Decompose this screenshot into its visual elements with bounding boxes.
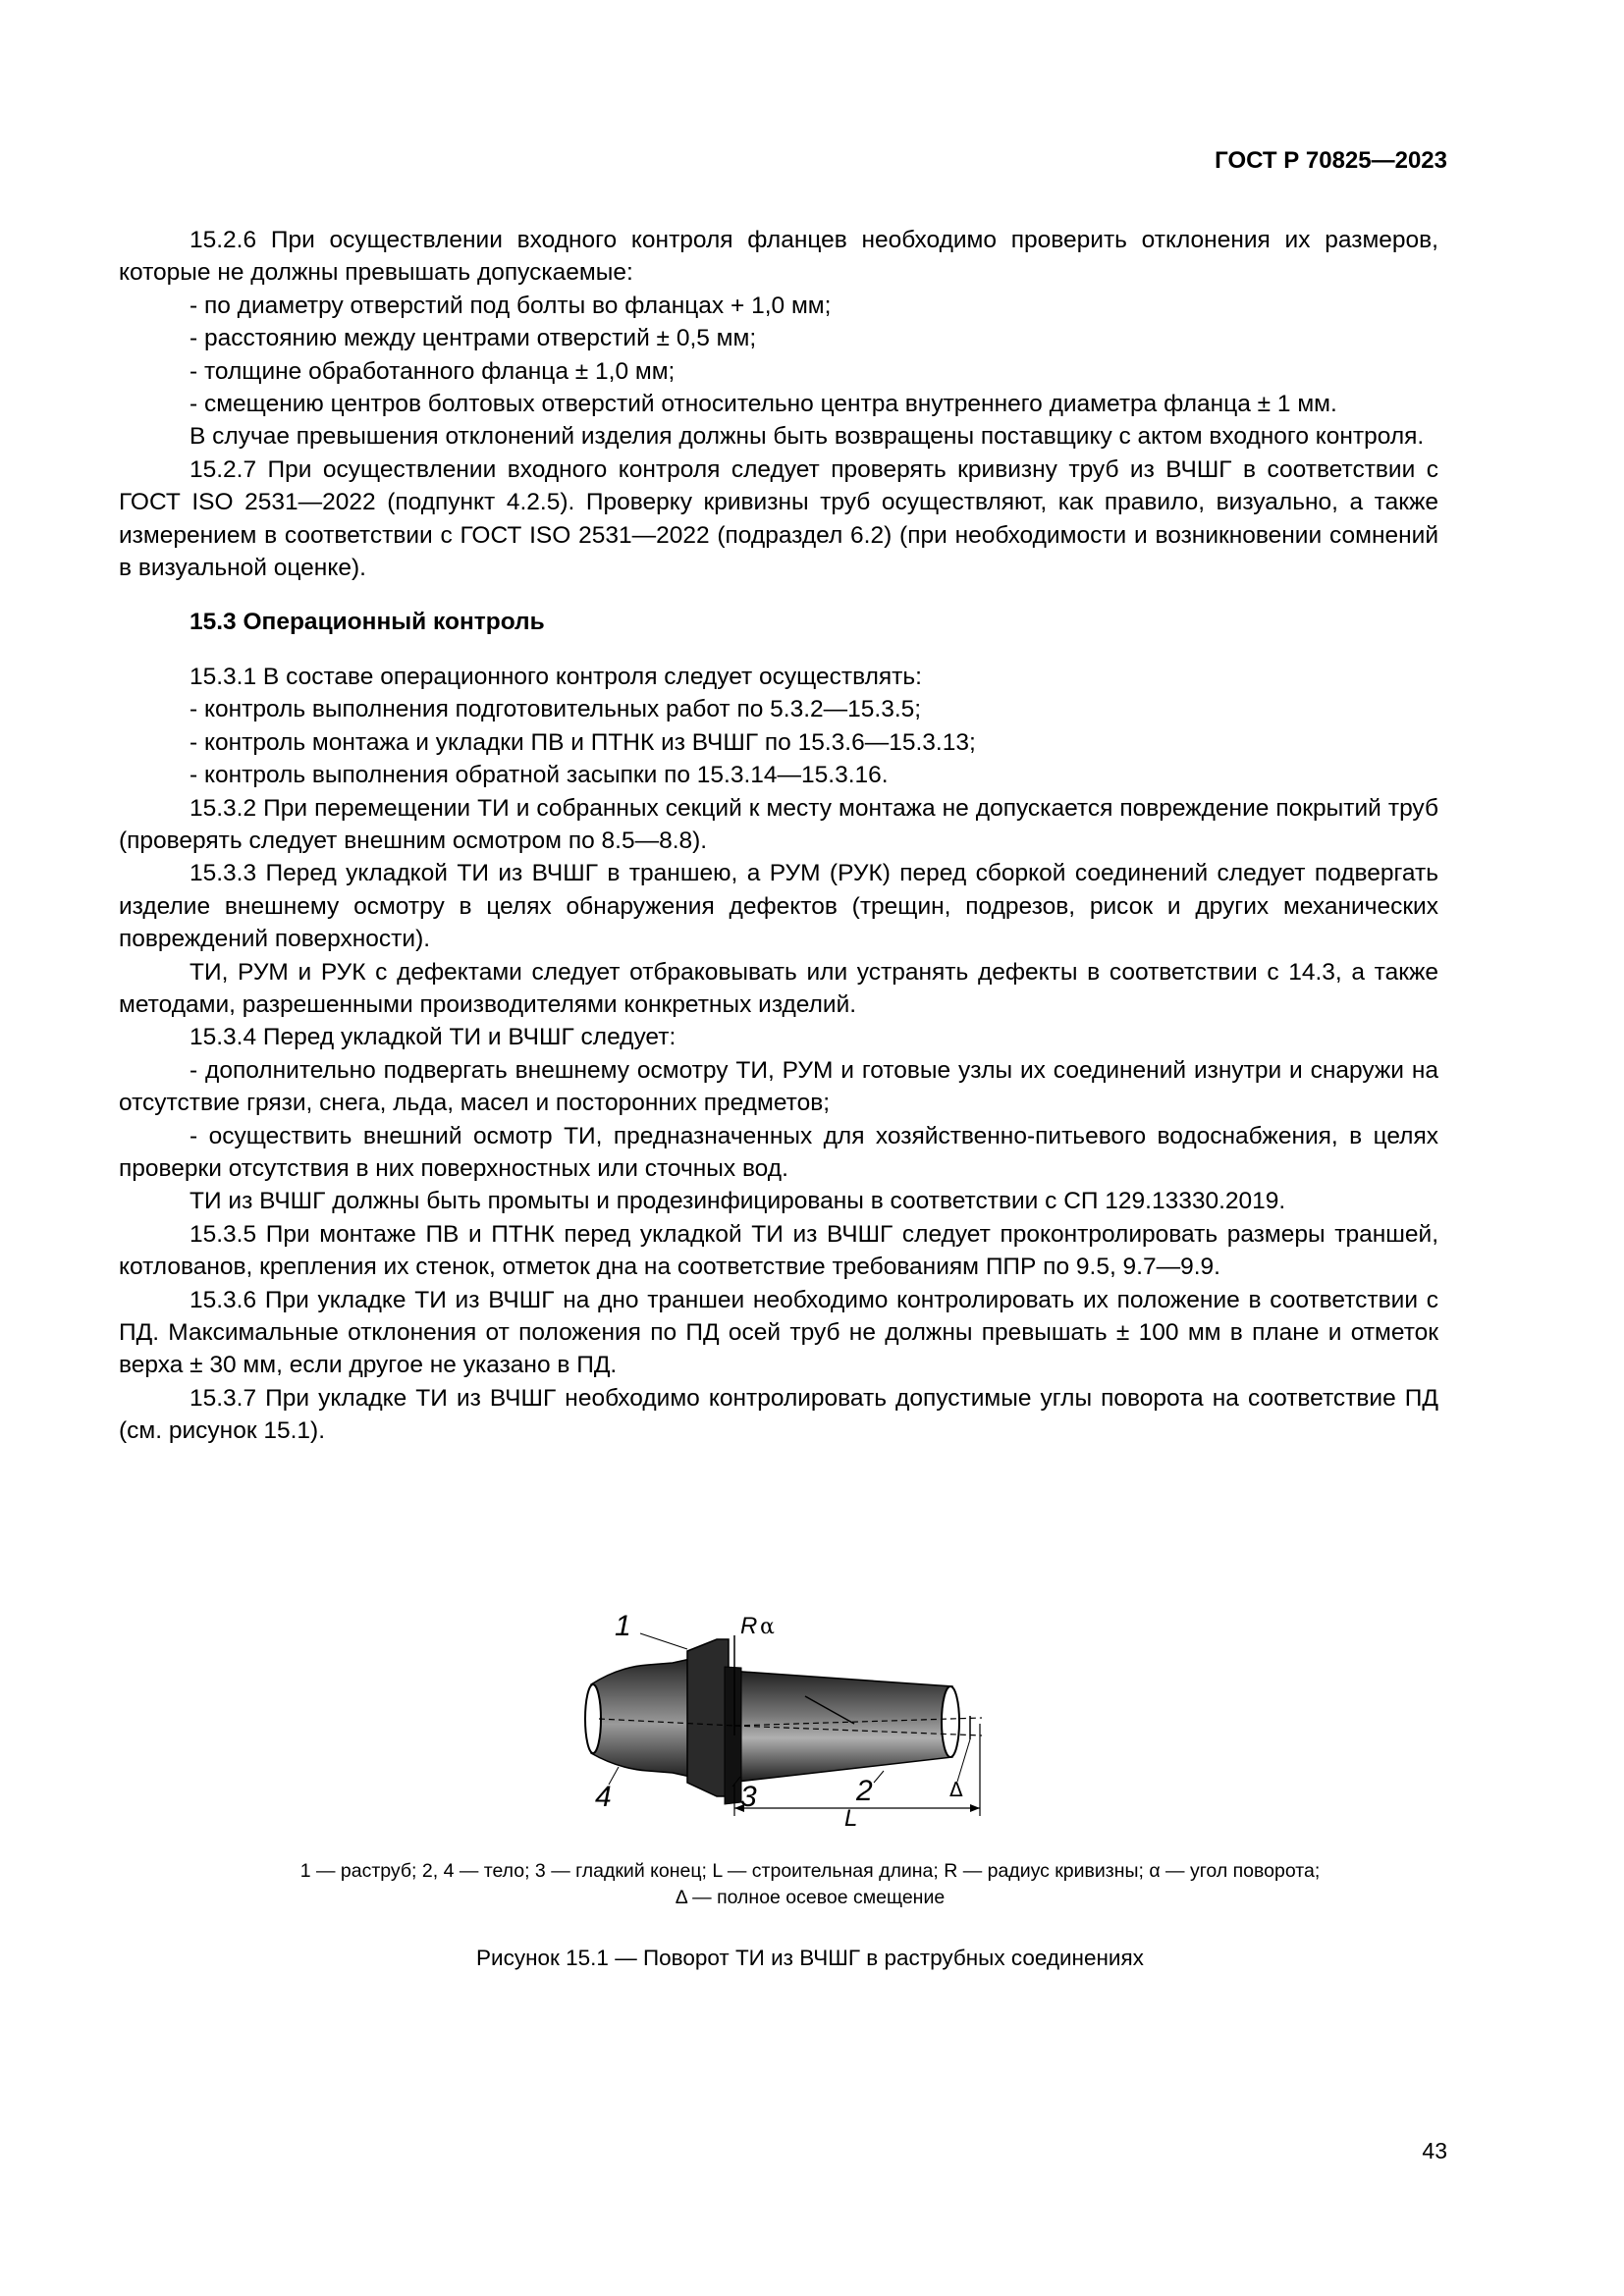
pipe-end-right bbox=[942, 1686, 959, 1757]
paragraph: 15.2.7 При осуществлении входного контроля следует проверять кривизну труб из ВЧШГ в соответствии с ГОСТ ISO 2531—2022 (подпункт 4.2.5). Проверку кривизны труб осуществляют, как правило, визуально, а также измерением в соответствии с ГОСТ ISO 2531—2022 (подраздел 6.2) (при необходимости и возникновении сомнений в визуальной оценке). bbox=[119, 455, 1438, 582]
label-delta: Δ bbox=[949, 1778, 963, 1801]
paragraph: 15.2.6 При осуществлении входного контроля фланцев необходимо проверить отклонения их размеров, которые не должны превышать допускаемые: bbox=[119, 227, 1438, 287]
label-3: 3 bbox=[740, 1781, 757, 1813]
paragraph: ТИ из ВЧШГ должны быть промыты и продезинфицированы в соответствии с СП 129.13330.2019. bbox=[189, 1188, 1286, 1215]
paragraph: 15.3.7 При укладке ТИ из ВЧШГ необходимо контролировать допустимые углы поворота на соответствие ПД (см. рисунок 15.1). bbox=[119, 1384, 1438, 1445]
paragraph: - по диаметру отверстий под болты во фланцах + 1,0 мм; bbox=[189, 292, 832, 319]
paragraph: - дополнительно подвергать внешнему осмотру ТИ, РУМ и готовые узлы их соединений изнутри и снаружи на отсутствие грязи, снега, льда, масел и посторонних предметов; bbox=[119, 1056, 1438, 1117]
dimension-arrow-right bbox=[970, 1804, 980, 1812]
pipe-body-right bbox=[729, 1671, 952, 1783]
label-alpha: α bbox=[760, 1615, 775, 1639]
label-1: 1 bbox=[615, 1610, 631, 1642]
pipe-rotation-diagram bbox=[579, 1610, 992, 1831]
paragraph: - смещению центров болтовых отверстий относительно центра внутреннего диаметра фланца ± 1 мм. bbox=[189, 391, 1337, 418]
figure-legend bbox=[147, 1858, 1473, 1911]
legend-line-1: 1 — раструб; 2, 4 — тело; 3 — гладкий конец; L — строительная длина; R — радиус кривизны; α — угол поворота; bbox=[299, 1860, 1321, 1882]
pipe-end-left bbox=[585, 1684, 601, 1753]
label-R: R bbox=[740, 1613, 758, 1639]
label-4: 4 bbox=[595, 1781, 612, 1813]
smooth-end bbox=[725, 1667, 741, 1804]
leader-2 bbox=[874, 1771, 884, 1783]
paragraph: ТИ, РУМ и РУК с дефектами следует отбраковывать или устранять дефекты в соответствии с 14.3, а также методами, разрешенными производителями конкретных изделий. bbox=[119, 958, 1438, 1018]
paragraph: 15.3.3 Перед укладкой ТИ из ВЧШГ в траншею, а РУМ (РУК) перед сборкой соединений следует подвергать изделие внешнему осмотру в целях обнаружения дефектов (трещин, подрезов, рисок и других механических повреждений поверхности). bbox=[119, 860, 1438, 953]
paragraph: 15.3.1 В составе операционного контроля следует осуществлять: bbox=[189, 663, 922, 690]
paragraph: - контроль монтажа и укладки ПВ и ПТНК из ВЧШГ по 15.3.6—15.3.13; bbox=[189, 728, 976, 756]
paragraph: - контроль выполнения обратной засыпки по 15.3.14—15.3.16. bbox=[189, 762, 889, 789]
paragraph: - толщине обработанного фланца ± 1,0 мм; bbox=[189, 357, 676, 385]
socket bbox=[687, 1639, 729, 1796]
paragraph: - расстоянию между центрами отверстий ± 0,5 мм; bbox=[189, 325, 757, 352]
delta-leader bbox=[957, 1739, 970, 1782]
section-heading: 15.3 Операционный контроль bbox=[189, 609, 545, 636]
paragraph: В случае превышения отклонений изделия должны быть возвращены поставщику с актом входного контроля. bbox=[189, 423, 1425, 451]
label-L: L bbox=[844, 1805, 858, 1831]
document-id-header: ГОСТ Р 70825—2023 bbox=[1215, 147, 1447, 174]
leader-1 bbox=[640, 1633, 687, 1649]
figure-caption: Рисунок 15.1 — Поворот ТИ из ВЧШГ в раструбных соединениях bbox=[476, 1946, 1144, 1970]
paragraph: 15.3.6 При укладке ТИ из ВЧШГ на дно траншеи необходимо контролировать их положение в соответствии с ПД. Максимальные отклонения от положения по ПД осей труб не должны превышать ± 100 мм в плане и отметок верха ± 30 мм, если другое не указано в ПД. bbox=[119, 1286, 1438, 1379]
paragraph: 15.3.2 При перемещении ТИ и собранных секций к месту монтажа не допускается повреждение покрытий труб (проверять следует внешним осмотром по 8.5—8.8). bbox=[119, 794, 1438, 854]
page-number: 43 bbox=[1422, 2138, 1447, 2163]
legend-line-2: Δ — полное осевое смещение bbox=[675, 1887, 946, 1908]
paragraph: 15.3.4 Перед укладкой ТИ и ВЧШГ следует: bbox=[189, 1024, 677, 1051]
paragraph: - контроль выполнения подготовительных работ по 5.3.2—15.3.5; bbox=[189, 696, 922, 723]
paragraph: - осуществить внешний осмотр ТИ, предназначенных для хозяйственно-питьевого водоснабжения, в целях проверки отсутствия в них поверхностных или сточных вод. bbox=[119, 1122, 1438, 1182]
body-text bbox=[119, 224, 1438, 1448]
paragraph: 15.3.5 При монтаже ПВ и ПТНК перед укладкой ТИ из ВЧШГ следует проконтролировать размеры траншей, котлованов, крепления их стенок, отметок дна на соответствие требованиям ППР по 9.5, 9.7—9.9. bbox=[119, 1220, 1438, 1281]
figure-15-1 bbox=[579, 1610, 992, 1831]
label-2: 2 bbox=[856, 1775, 873, 1807]
